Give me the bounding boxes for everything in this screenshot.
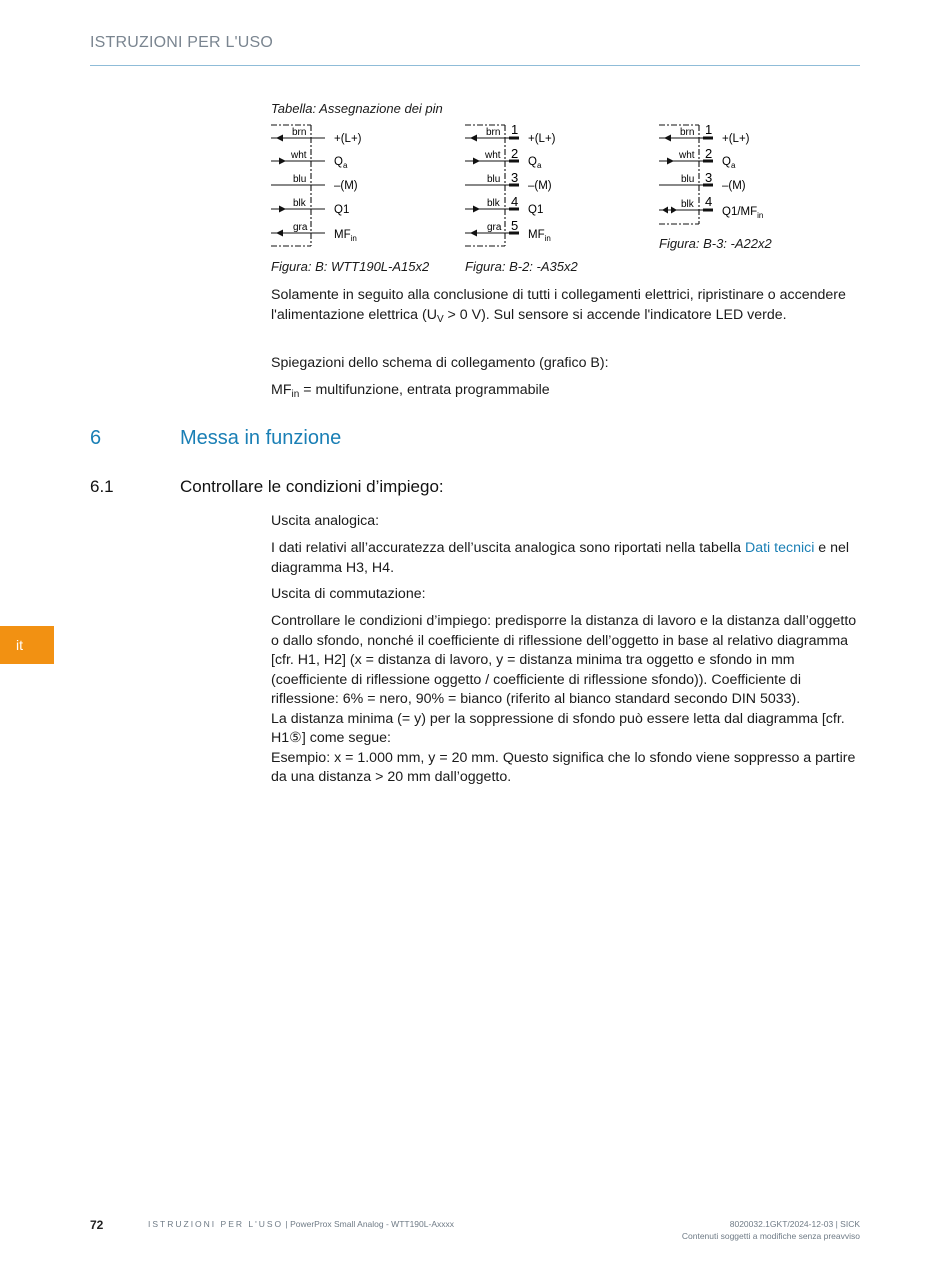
pin-number: 3	[511, 170, 519, 185]
pin-row-3	[465, 170, 552, 192]
pin-signal: Q1	[334, 204, 350, 216]
pin-signal-sub: in	[350, 234, 357, 243]
intro-paragraph-2: Spiegazioni dello schema di collegamento (grafico B):	[271, 355, 609, 371]
analog-paragraph: I dati relativi all’accuratezza dell’uscita analogica sono riportati nella tabella Dati tecnici e nel diagramma H3, H4.	[271, 540, 850, 576]
footer-right	[682, 1218, 860, 1242]
pin-signal: Q	[334, 156, 343, 168]
pin-row-5	[465, 218, 551, 243]
wire-label: blu	[293, 174, 307, 185]
pin-signal: +(L+)	[334, 133, 362, 145]
pin-table-caption: Tabella: Assegnazione dei pin	[271, 101, 443, 116]
figure-caption-b: Figura: B: WTT190L-A15x2	[271, 259, 430, 274]
pin-signal-sub: a	[536, 161, 542, 170]
wire-label: brn	[680, 127, 695, 138]
pin-signal-sub: in	[757, 211, 764, 220]
pin-diagram-b2	[465, 118, 585, 250]
header-title: ISTRUZIONI PER L'USO	[90, 34, 274, 51]
pin-diagram-b3	[659, 118, 789, 230]
svg-text:MFin	[528, 229, 551, 243]
pin-signal: Q	[722, 156, 731, 168]
wire-label: brn	[486, 127, 501, 138]
pin-signal: Q1	[528, 204, 544, 216]
subsection-number: 6.1	[90, 477, 114, 496]
intro-paragraph-1: Solamente in seguito alla conclusione di tutti i collegamenti elettrici, ripristinare o accendere l'alimentazione elettrica ($U_V > 0$ V). Sul sensore si accende l'indicatore LED verde.	[271, 287, 846, 325]
wire-label: gra	[487, 222, 502, 233]
wire-label: blk	[487, 198, 500, 209]
pin-row-2	[659, 146, 736, 170]
pin-row-4	[659, 194, 763, 220]
pin-row-5	[271, 222, 357, 243]
pin-signal-sub: a	[730, 161, 736, 170]
pin-row-2	[465, 146, 542, 170]
pin-signal: –(M)	[722, 180, 746, 192]
pin-number: 4	[705, 194, 713, 209]
wire-label: blk	[681, 199, 694, 210]
pin-diagram-b	[271, 118, 391, 250]
pin-signal: +(L+)	[528, 133, 556, 145]
switch-paragraph-3: Esempio: x = 1.000 mm, y = 20 mm. Questo significa che lo sfondo viene soppresso a partire da una distanza > 20 mm dall’oggetto.	[271, 749, 856, 785]
pin-row-4	[271, 198, 349, 216]
pin-diagram-b3-svg	[659, 118, 789, 230]
pin-number: 1	[511, 122, 519, 137]
pin-signal: –(M)	[334, 180, 358, 192]
wire-label: wht	[485, 150, 501, 161]
pin-number: 1	[705, 122, 713, 137]
pin-signal: –(M)	[528, 180, 552, 192]
pin-row-2	[271, 150, 348, 170]
pin-signal: MF	[528, 229, 545, 241]
figure-caption-b2: Figura: B-2: -A35x2	[465, 259, 578, 274]
switch-heading: Uscita di commutazione:	[271, 586, 426, 602]
pin-diagram-b2-svg	[465, 118, 585, 250]
figure-caption-b3: Figura: B-3: -A22x2	[659, 236, 772, 251]
wire-label: blk	[293, 198, 306, 209]
language-tab: it	[0, 626, 54, 664]
svg-text:Qa	[334, 156, 348, 170]
pin-signal-sub: a	[342, 161, 348, 170]
wire-label: brn	[292, 127, 307, 138]
footer-document-title: ISTRUZIONI PER L'USO | PowerProx Small Analog - WTT190L-Axxxx	[148, 1219, 454, 1229]
pin-row-4	[465, 194, 543, 216]
pin-number: 3	[705, 170, 713, 185]
pin-number: 2	[705, 146, 713, 161]
wire-label: blu	[487, 174, 501, 185]
intro-paragraph-3: $MF_{in}$ = multifunzione, entrata programmabile	[271, 382, 550, 400]
pin-number: 4	[511, 194, 519, 209]
analog-heading: Uscita analogica:	[271, 513, 380, 529]
section-number: 6	[90, 427, 102, 449]
wire-label: blu	[681, 174, 695, 185]
svg-text:MFin	[334, 229, 357, 243]
footer-page-number: 72	[90, 1218, 104, 1232]
wire-label: wht	[291, 150, 307, 161]
pin-signal: +(L+)	[722, 133, 750, 145]
wire-label: gra	[293, 222, 308, 233]
pin-row-1	[271, 127, 362, 145]
svg-text:Qa	[528, 156, 542, 170]
svg-text:Q1/MFin	[722, 206, 763, 220]
pin-row-3	[271, 174, 358, 192]
subsection-title: Controllare le condizioni d’impiego:	[180, 477, 444, 496]
pin-diagram-b-svg	[271, 118, 391, 250]
pin-signal-sub: in	[544, 234, 551, 243]
header-divider	[90, 65, 860, 66]
switch-paragraph	[271, 612, 861, 788]
pin-number: 2	[511, 146, 519, 161]
footer-doc-code: 8020032.1GKT/2024-12-03 | SICK	[729, 1219, 860, 1229]
pin-signal: Q1/MF	[722, 206, 758, 218]
switch-paragraph-1: Controllare le condizioni d’impiego: predisporre la distanza di lavoro e la distanza dall’oggetto o dallo sfondo, nonché il coefficiente di riflessione dell’oggetto in base al relativo diagramma [cfr. H1, H2] (x = distanza di lavoro, y = distanza minima tra oggetto e sfondo in mm (coefficiente di riflessione oggetto / coefficiente di riflessione sfondo)). Coefficiente di riflessione: 6% = nero, 90% = bianco (riferito al bianco standard secondo DIN 5033).	[271, 613, 857, 707]
footer-note: Contenuti soggetti a modifiche senza preavviso	[681, 1231, 860, 1241]
pin-signal: Q	[528, 156, 537, 168]
wire-label: wht	[679, 150, 695, 161]
pin-number: 5	[511, 218, 519, 233]
svg-text:Qa	[722, 156, 736, 170]
technical-data-link[interactable]: Dati tecnici	[744, 540, 815, 556]
pin-signal: MF	[334, 229, 351, 241]
pin-row-3	[659, 170, 746, 192]
section-title: Messa in funzione	[180, 427, 342, 449]
switch-paragraph-2: La distanza minima (= y) per la soppressione di sfondo può essere letta dal diagramma [cfr. H1⑤] come segue:	[271, 710, 845, 746]
